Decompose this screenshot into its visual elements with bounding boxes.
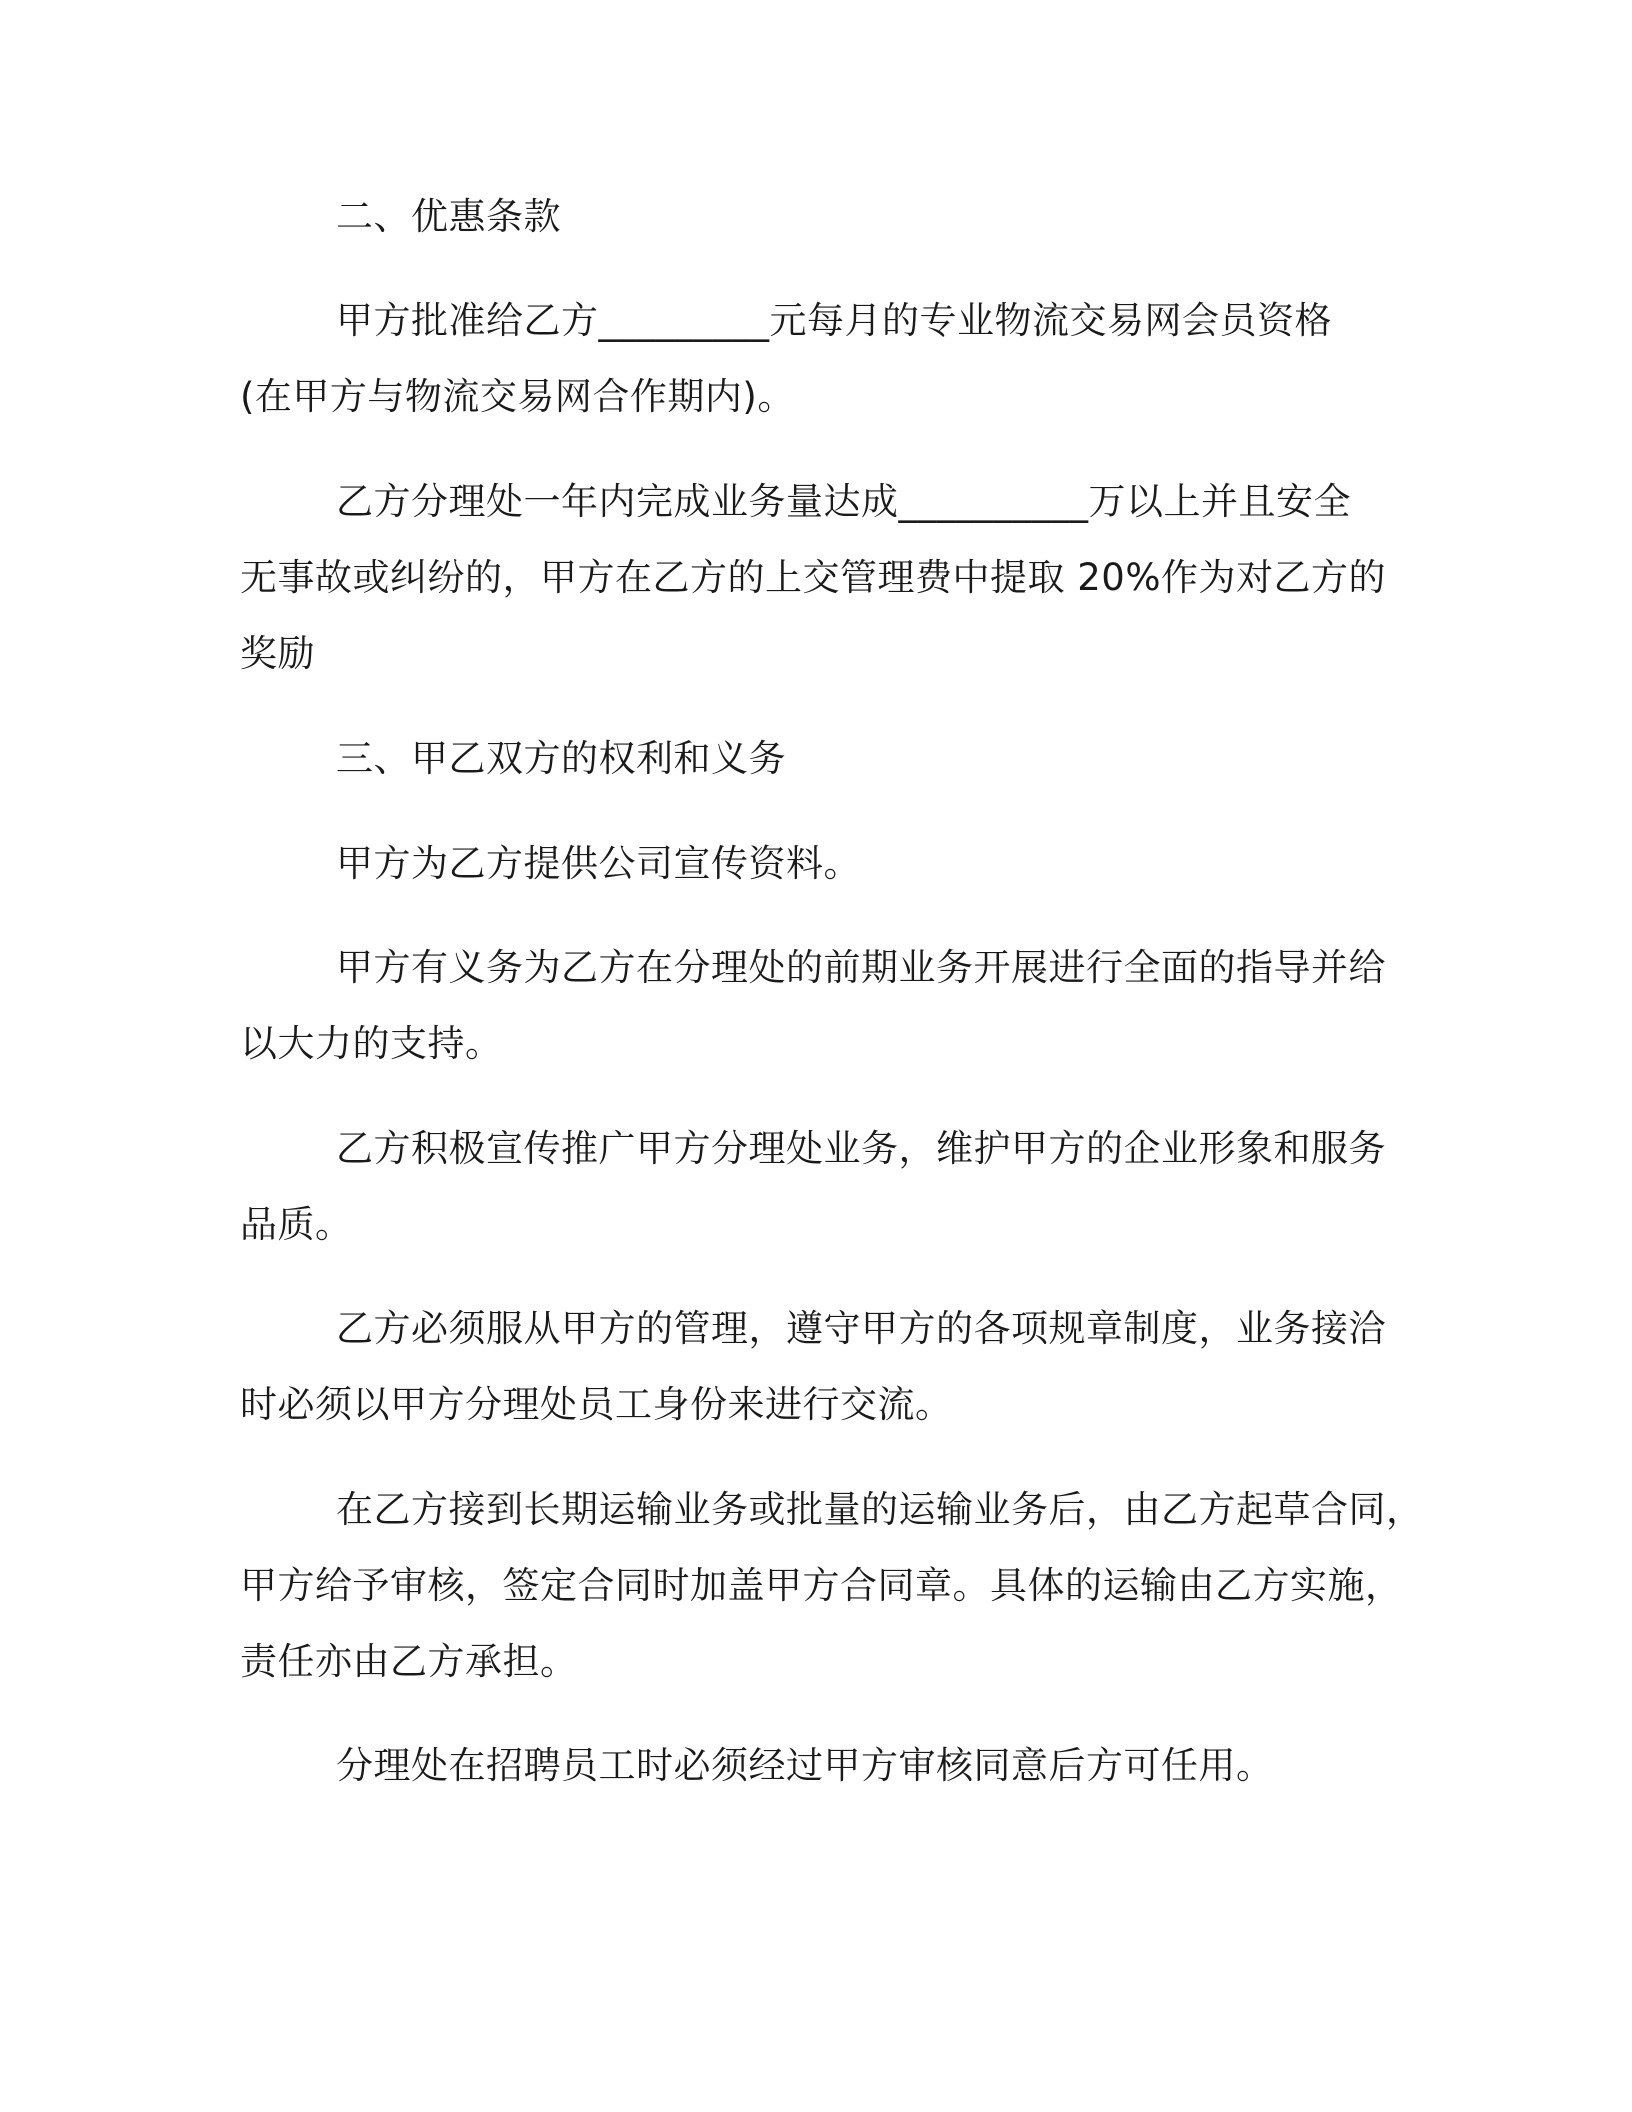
paragraph-line: 无事故或纠纷的，甲方在乙方的上交管理费中提取 20%作为对乙方的	[240, 556, 1386, 599]
section-heading-rights-obligations: 三、甲乙双方的权利和义务	[336, 737, 786, 780]
paragraph-line: 责任亦由乙方承担。	[240, 1640, 578, 1683]
paragraph-line: 乙方积极宣传推广甲方分理处业务，维护甲方的企业形象和服务	[336, 1127, 1386, 1170]
paragraph-line: 甲方为乙方提供公司宣传资料。	[336, 842, 861, 885]
paragraph-line: 品质。	[240, 1203, 353, 1246]
paragraph-line: 奖励	[240, 632, 315, 675]
paragraph-line: 在乙方接到长期运输业务或批量的运输业务后，由乙方起草合同，	[336, 1488, 1424, 1531]
paragraph-line: 乙方分理处一年内完成业务量达成__________万以上并且安全	[336, 480, 1351, 523]
paragraph-line: 以大力的支持。	[240, 1022, 503, 1065]
paragraph-line: 分理处在招聘员工时必须经过甲方审核同意后方可任用。	[336, 1744, 1274, 1787]
paragraph-line: 甲方批准给乙方_________元每月的专业物流交易网会员资格	[336, 299, 1332, 342]
paragraph-line: 时必须以甲方分理处员工身份来进行交流。	[240, 1383, 953, 1426]
paragraph-line: 乙方必须服从甲方的管理，遵守甲方的各项规章制度，业务接洽	[336, 1307, 1386, 1350]
section-heading-preferential-terms: 二、优惠条款	[336, 195, 561, 238]
paragraph-line: 甲方有义务为乙方在分理处的前期业务开展进行全面的指导并给	[336, 946, 1386, 989]
paragraph-line: 甲方给予审核，签定合同时加盖甲方合同章。具体的运输由乙方实施，	[240, 1564, 1403, 1607]
paragraph-line: (在甲方与物流交易网合作期内)。	[240, 375, 795, 418]
